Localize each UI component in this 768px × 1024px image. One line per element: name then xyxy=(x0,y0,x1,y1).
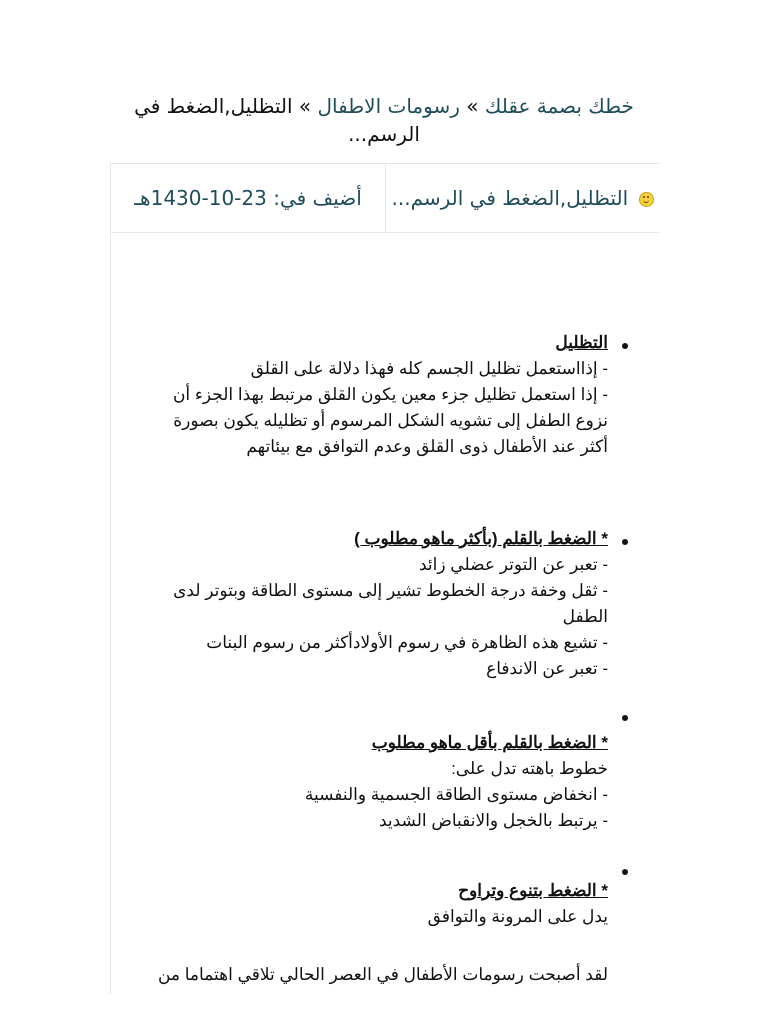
bullet-icon xyxy=(622,869,628,875)
text-line: الطفل xyxy=(562,607,608,626)
text-line: - يرتبط بالخجل والانقباض الشديد xyxy=(378,811,608,830)
post-title[interactable]: التظليل,الضغط في الرسم... xyxy=(391,186,629,210)
breadcrumb-separator: » xyxy=(298,94,312,118)
section-pressure-high xyxy=(128,526,608,682)
section-heading: * الضغط بالقلم بأقل ماهو مطلوب xyxy=(371,733,608,752)
post-title-cell xyxy=(386,164,659,232)
post-date: أضيف في: 23-10-1430هـ xyxy=(111,164,386,232)
bullet-icon xyxy=(622,539,628,545)
text-line: خطوط باهته تدل على: xyxy=(451,759,608,778)
breadcrumb-separator: » xyxy=(466,94,479,118)
section-heading: * الضغط بالقلم (بأكثر ماهو مطلوب ) xyxy=(354,529,608,548)
bullet-icon xyxy=(622,343,628,349)
section-pressure-low xyxy=(128,730,608,834)
breadcrumb-site-link[interactable]: خطك بصمة عقلك xyxy=(484,94,634,118)
closing-paragraph xyxy=(128,962,608,988)
breadcrumb-current: التظليل,الضغط في الرسم... xyxy=(134,94,420,146)
text-line: - تشيع هذه الظاهرة في رسوم الأولادأكثر من رسوم البنات xyxy=(206,633,608,652)
text-line: - انخفاض مستوى الطاقة الجسمية والنفسية xyxy=(304,785,608,804)
bullet-icon xyxy=(622,715,628,721)
section-heading: * الضغط بتنوع وتراوح xyxy=(458,881,608,900)
section-tazlil xyxy=(128,330,608,460)
text-line: - تعبر عن الاندفاع xyxy=(486,659,608,678)
text-line: نزوع الطفل إلى تشويه الشكل المرسوم أو تظليله يكون بصورة xyxy=(173,411,608,430)
text-line: - إذا استعمل تظليل جزء معين يكون القلق مرتبط بهذا الجزء أن xyxy=(172,385,608,404)
section-pressure-varied xyxy=(128,878,608,930)
text-line: - تعبر عن التوتر عضلي زائد xyxy=(418,555,608,574)
text-line: - إذااستعمل تظليل الجسم كله فهذا دلالة على القلق xyxy=(250,359,608,378)
text-line: - ثقل وخفة درجة الخطوط تشير إلى مستوى الطاقة وبتوتر لدى xyxy=(173,581,608,600)
section-heading: التظليل xyxy=(555,333,608,352)
text-line: لقد أصبحت رسومات الأطفال في العصر الحالي تلاقي اهتماما من xyxy=(157,965,608,984)
text-line: يدل على المرونة والتوافق xyxy=(427,907,608,926)
breadcrumb-section-link[interactable]: رسومات الاطفال xyxy=(317,94,460,118)
smiley-icon xyxy=(639,192,654,207)
breadcrumb xyxy=(110,92,658,148)
text-line: أكثر عند الأطفال ذوى القلق وعدم التوافق مع بيئاتهم xyxy=(246,437,608,456)
post-header xyxy=(111,164,659,233)
